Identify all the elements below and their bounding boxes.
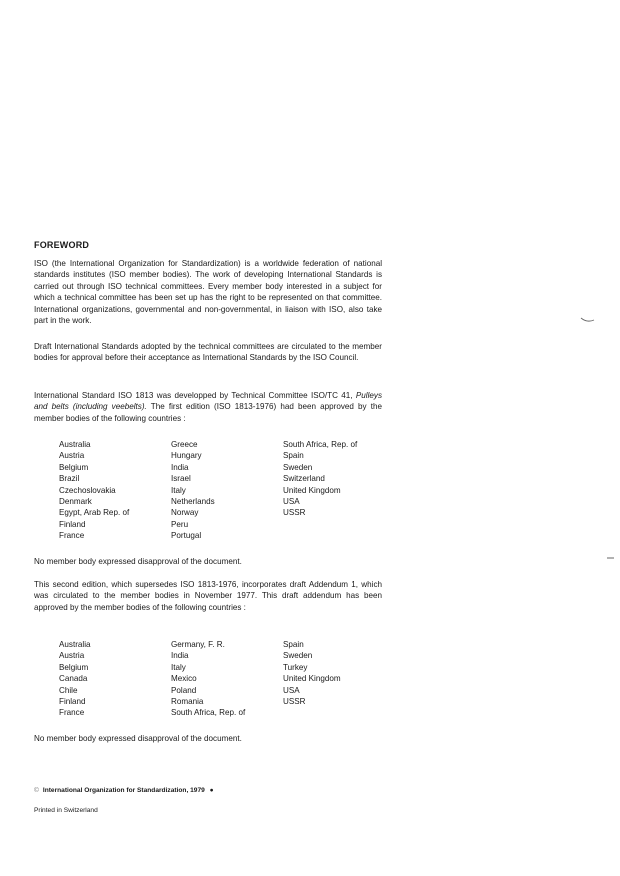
copyright-symbol: © bbox=[34, 787, 39, 794]
country-name: Spain bbox=[283, 640, 304, 649]
country-name: Canada bbox=[59, 674, 88, 684]
country-name: Sweden bbox=[283, 462, 313, 472]
country-name: Chile bbox=[59, 685, 78, 695]
country-name: France bbox=[59, 708, 85, 718]
country-column bbox=[59, 639, 91, 719]
country-column bbox=[59, 439, 129, 542]
paragraph-second-edition: This second edition, which supersedes ISO 1813-1976, incorporates draft Addendum 1, which was circulated to the member bodies in November 1977. This draft addendum has been approved by the member bodies of the following countries : bbox=[34, 580, 382, 612]
country-name: Portugal bbox=[171, 531, 202, 541]
country-name: Poland bbox=[171, 685, 197, 695]
paragraph-draft-standards: Draft International Standards adopted by the technical committees are circulated to the member bodies for approval before their acceptance as International Standards by the ISO Council. bbox=[34, 342, 382, 363]
country-list-first-edition bbox=[59, 439, 399, 543]
copyright-text: International Organization for Standardization, 1979 bbox=[42, 787, 205, 794]
country-name: Austria bbox=[59, 451, 85, 461]
country-name: Czechoslovakia bbox=[59, 485, 116, 495]
country-name: USA bbox=[283, 685, 300, 695]
history-text-end: The first edition (ISO 1813-1976) had been approved by the member bodies of the following countries : bbox=[34, 402, 382, 423]
country-name: South Africa, Rep. of bbox=[171, 708, 246, 718]
country-name: Norway bbox=[171, 508, 199, 518]
country-name: United Kingdom bbox=[283, 674, 341, 684]
country-name: Romania bbox=[171, 697, 204, 707]
country-name: Hungary bbox=[171, 451, 202, 461]
scan-mark-curve-icon bbox=[580, 316, 596, 324]
paragraph-standard-history bbox=[34, 390, 382, 424]
scan-mark-dash-icon bbox=[606, 556, 616, 560]
country-name: Finland bbox=[59, 519, 86, 529]
country-name: India bbox=[171, 462, 189, 472]
country-name: Australia bbox=[59, 440, 91, 449]
paragraph-no-disapproval-second: No member body expressed disapproval of the document. bbox=[34, 734, 242, 743]
country-name: USSR bbox=[283, 697, 306, 707]
country-name: South Africa, Rep. of bbox=[283, 440, 358, 449]
country-name: USA bbox=[283, 497, 300, 507]
country-name: Brazil bbox=[59, 474, 80, 484]
country-name: Mexico bbox=[171, 674, 197, 684]
country-column bbox=[171, 439, 215, 542]
country-name: Sweden bbox=[283, 651, 313, 661]
history-text-start: International Standard ISO 1813 was developped by Technical Committee ISO/TC 41, bbox=[34, 391, 356, 400]
country-name: Greece bbox=[171, 440, 198, 449]
country-name: Israel bbox=[171, 474, 191, 484]
country-name: Italy bbox=[171, 662, 186, 672]
country-name: Spain bbox=[283, 451, 304, 461]
country-name: Austria bbox=[59, 651, 85, 661]
country-name: Turkey bbox=[283, 662, 308, 672]
country-name: United Kingdom bbox=[283, 485, 341, 495]
paragraph-no-disapproval-first: No member body expressed disapproval of the document. bbox=[34, 557, 242, 566]
copyright-line bbox=[34, 787, 214, 794]
country-name: Denmark bbox=[59, 497, 92, 507]
country-name: France bbox=[59, 531, 85, 541]
committee-title: Pulleys and belts (including veebelts). bbox=[34, 391, 382, 412]
country-name: India bbox=[171, 651, 189, 661]
country-name: Australia bbox=[59, 640, 91, 649]
country-name: Belgium bbox=[59, 662, 89, 672]
country-column bbox=[283, 439, 357, 519]
country-name: Finland bbox=[59, 697, 86, 707]
paragraph-iso-intro: ISO (the International Organization for Standardization) is a worldwide federation of national standards institutes (ISO member bodies). The work of developing International Standards is carried out through ISO technical committees. Every member body interested in a subject for which a technical committee has been set up has the right to be represented on that committee. International organizations, governmental and non-governmental, in liaison with ISO, also take part in the work. bbox=[34, 259, 382, 326]
country-name: Netherlands bbox=[171, 497, 215, 507]
country-name: Italy bbox=[171, 485, 186, 495]
country-name: Germany, F. R. bbox=[171, 640, 225, 649]
bullet-icon: ● bbox=[209, 787, 214, 794]
country-name: Switzerland bbox=[283, 474, 325, 484]
country-column bbox=[171, 639, 245, 719]
foreword-heading: FOREWORD bbox=[34, 240, 90, 250]
printed-in-note: Printed in Switzerland bbox=[34, 807, 98, 814]
country-name: Peru bbox=[171, 519, 189, 529]
country-column bbox=[283, 639, 341, 707]
country-list-second-edition bbox=[59, 639, 399, 721]
country-name: Belgium bbox=[59, 462, 89, 472]
country-name: Egypt, Arab Rep. of bbox=[59, 508, 130, 518]
country-name: USSR bbox=[283, 508, 306, 518]
